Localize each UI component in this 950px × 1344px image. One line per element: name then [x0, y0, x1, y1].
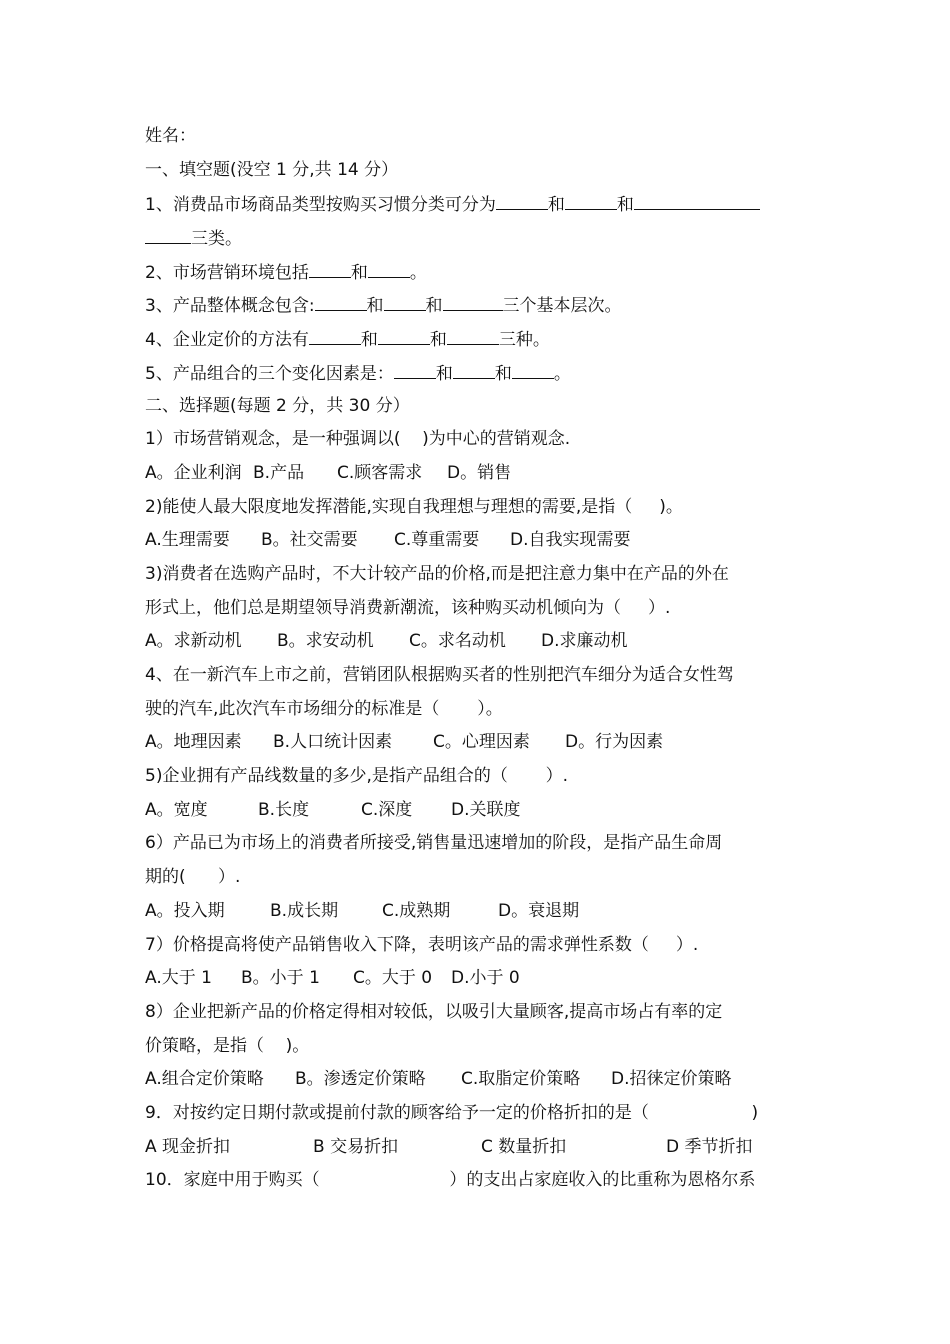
connector-and: 和 — [435, 363, 453, 384]
option-a: A。投入期 — [145, 900, 225, 921]
fill-question-1-cont — [145, 221, 810, 255]
option-a: A。求新动机 — [145, 631, 242, 652]
fill-question-3 — [145, 288, 810, 322]
fill-question-5 — [145, 356, 810, 390]
choice-question-2: 2)能使人最大限度地发挥潜能,实现自我理想与理想的需要,是指（ )。 — [145, 496, 683, 517]
option-b: B.人口统计因素 — [273, 732, 393, 753]
name-label: 姓名： — [145, 126, 196, 146]
choice-options-2 — [145, 524, 810, 558]
option-c: C.成熟期 — [382, 900, 451, 921]
connector-and: 和 — [360, 330, 378, 351]
choice-question-9: 9．对按约定日期付款或提前付款的顾客给予一定的价格折扣的是（ ) — [145, 1102, 759, 1123]
fill-question-1 — [145, 187, 810, 221]
option-c: C 数量折扣 — [481, 1136, 567, 1157]
choice-question-1: 1）市场营销观念，是一种强调以( )为中心的营销观念. — [145, 429, 571, 450]
option-b: B.长度 — [258, 799, 310, 820]
choice-options-1 — [145, 457, 810, 491]
answer-blank — [443, 288, 503, 311]
choice-question-10: 10．家庭中用于购买（ ）的支出占家庭收入的比重称为恩格尔系 — [145, 1170, 756, 1191]
section2-title: 二、选择题(每题 2 分，共 30 分） — [145, 395, 410, 416]
choice-question-6-cont: 期的( ）. — [145, 867, 241, 888]
answer-blank — [309, 322, 361, 345]
option-d: D。衰退期 — [498, 900, 580, 921]
answer-blank — [145, 221, 191, 244]
option-c: C.顾客需求 — [337, 462, 423, 483]
section1-title: 一、填空题(没空 1 分,共 14 分） — [145, 159, 399, 180]
choice-options-9 — [145, 1131, 810, 1165]
fill-question-4 — [145, 322, 810, 356]
choice-options-8 — [145, 1063, 810, 1097]
option-d: D.求廉动机 — [541, 631, 628, 652]
answer-blank — [447, 322, 499, 345]
question-end: 。 — [553, 363, 571, 384]
question-tail: 三类。 — [191, 229, 242, 250]
choice-question-6: 6）产品已为市场上的消费者所接受,销售量迅速增加的阶段，是指产品生命周 — [145, 833, 723, 854]
option-c: C。心理因素 — [433, 732, 530, 753]
answer-blank — [565, 187, 617, 210]
option-d: D。行为因素 — [565, 732, 664, 753]
answer-blank — [496, 187, 548, 210]
answer-blank — [512, 356, 554, 379]
question-text: 2、市场营销环境包括 — [145, 262, 309, 283]
answer-blank — [368, 255, 410, 278]
connector-and: 和 — [547, 195, 565, 216]
option-a: A.生理需要 — [145, 530, 230, 551]
option-c: C.尊重需要 — [394, 530, 480, 551]
connector-and: 和 — [366, 296, 384, 317]
choice-question-4-cont: 驶的汽车,此次汽车市场细分的标准是（ ）。 — [145, 698, 503, 719]
choice-question-7: 7）价格提高将使产品销售收入下降，表明该产品的需求弹性系数（ ）. — [145, 934, 699, 955]
option-a: A。宽度 — [145, 799, 208, 820]
answer-blank — [384, 288, 426, 311]
option-b: B.成长期 — [270, 900, 339, 921]
option-c: C.深度 — [361, 799, 413, 820]
connector-and: 和 — [494, 363, 512, 384]
choice-question-3-cont: 形式上，他们总是期望领导消费新潮流，该种购买动机倾向为（ ）. — [145, 597, 671, 618]
answer-blank — [394, 356, 436, 379]
choice-options-3 — [145, 625, 810, 659]
question-text: 4、企业定价的方法有 — [145, 330, 309, 351]
option-b: B。小于 1 — [241, 968, 320, 989]
option-a: A 现金折扣 — [145, 1136, 231, 1157]
choice-options-7 — [145, 962, 810, 996]
connector-and: 和 — [425, 296, 443, 317]
option-b: B 交易折扣 — [313, 1136, 399, 1157]
connector-and: 和 — [429, 330, 447, 351]
question-tail: 三个基本层次。 — [502, 296, 622, 317]
option-d: D.关联度 — [451, 799, 521, 820]
option-a: A.组合定价策略 — [145, 1069, 264, 1090]
option-d: D.小于 0 — [451, 968, 520, 989]
option-b: B。求安动机 — [277, 631, 374, 652]
choice-options-6 — [145, 895, 810, 929]
option-a: A。地理因素 — [145, 732, 242, 753]
option-d: D.招徕定价策略 — [611, 1069, 732, 1090]
question-tail: 三种。 — [498, 330, 550, 351]
fill-question-2 — [145, 255, 810, 289]
option-c: C.取脂定价策略 — [461, 1069, 581, 1090]
option-c: C。求名动机 — [409, 631, 506, 652]
choice-question-4: 4、在一新汽车上市之前，营销团队根据购买者的性别把汽车细分为适合女性驾 — [145, 665, 734, 685]
option-d: D.自我实现需要 — [510, 530, 631, 551]
answer-blank — [378, 322, 430, 345]
option-d: D。销售 — [447, 462, 512, 483]
answer-blank — [453, 356, 495, 379]
connector-and: 和 — [616, 195, 634, 216]
choice-question-3: 3)消费者在选购产品时，不大计较产品的价格,而是把注意力集中在产品的外在 — [145, 563, 729, 584]
option-b: B.产品 — [253, 462, 305, 483]
choice-question-5: 5)企业拥有产品线数量的多少,是指产品组合的（ ）. — [145, 766, 569, 787]
choice-question-8: 8）企业把新产品的价格定得相对较低，以吸引大量顾客,提高市场占有率的定 — [145, 1001, 723, 1022]
answer-blank — [315, 288, 367, 311]
option-d: D 季节折扣 — [666, 1136, 753, 1157]
option-b: B。社交需要 — [261, 530, 358, 551]
choice-options-4 — [145, 726, 810, 760]
option-a: A。企业利润 — [145, 462, 242, 483]
choice-options-5 — [145, 794, 810, 828]
exam-content — [145, 120, 810, 1198]
option-b: B。渗透定价策略 — [295, 1069, 426, 1090]
connector-and: 和 — [350, 262, 368, 283]
question-text: 3、产品整体概念包含: — [145, 296, 315, 317]
option-a: A.大于 1 — [145, 968, 212, 989]
question-end: 。 — [409, 262, 427, 283]
answer-blank — [634, 187, 760, 210]
answer-blank — [309, 255, 351, 278]
choice-question-8-cont: 价策略，是指（ )。 — [145, 1035, 310, 1056]
option-c: C。大于 0 — [353, 968, 433, 989]
question-text: 5、产品组合的三个变化因素是： — [145, 363, 394, 384]
question-text: 1、消费品市场商品类型按购买习惯分类可分为 — [145, 195, 496, 216]
